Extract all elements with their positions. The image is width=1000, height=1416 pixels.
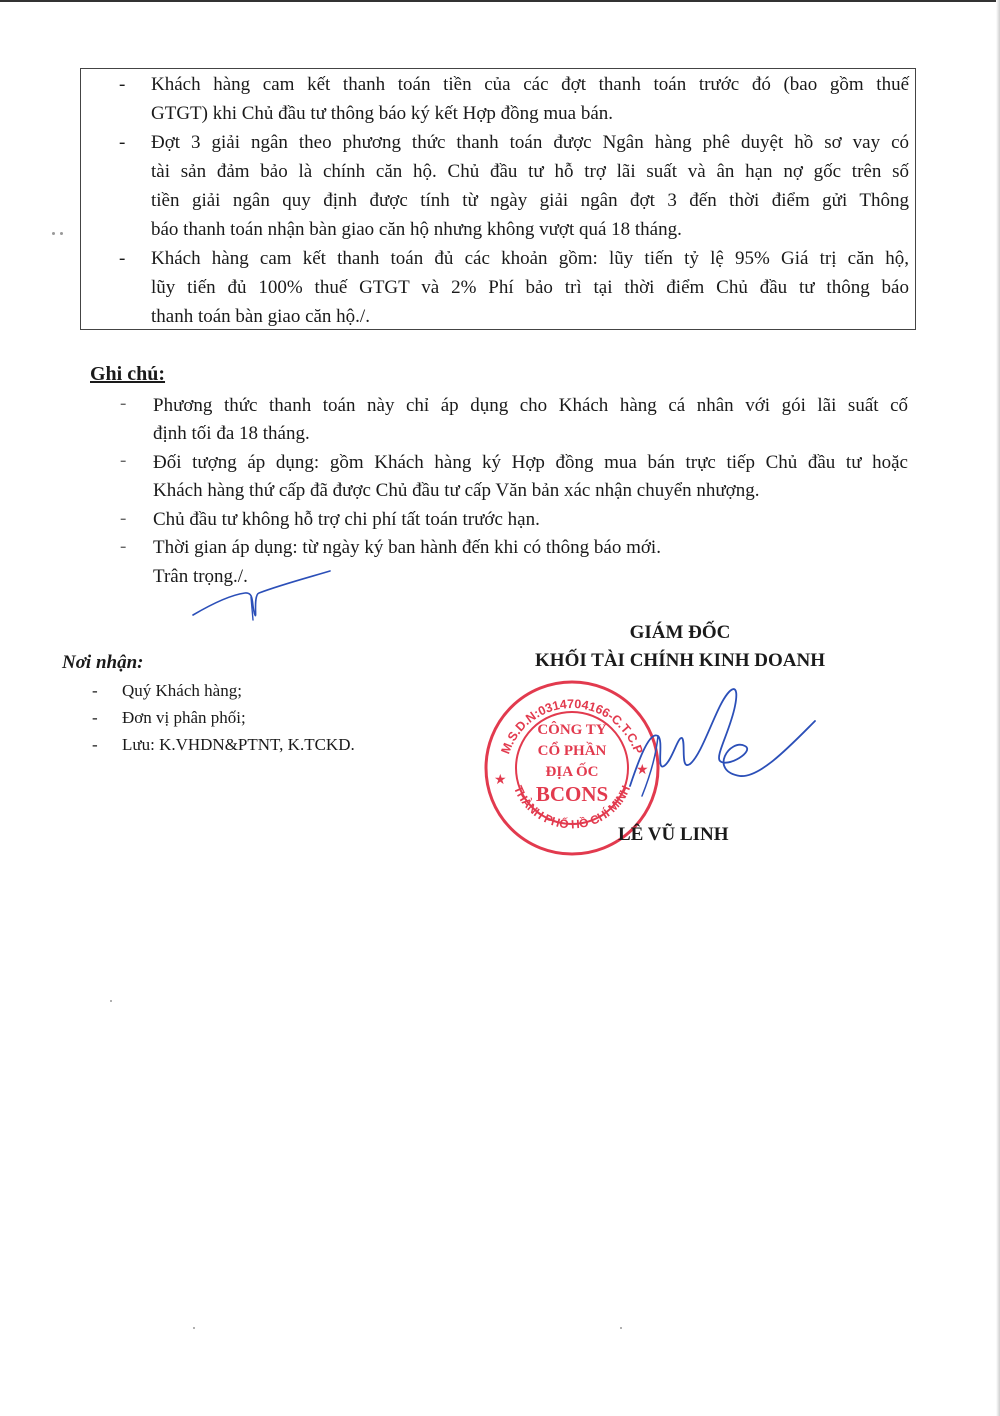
payment-terms-box [80,68,916,330]
signatory-title-line-1: GIÁM ĐỐC [629,622,731,643]
recipient-dash: - [92,708,98,727]
term-2-line-3: tiền giải ngân quy định được tính từ ngày giải ngân đợt 3 đến thời điểm gửi Thông [151,190,909,211]
stamp-center-line-3: ĐỊA ỐC [545,764,599,780]
stamp-center-line-4: BCONS [535,782,609,806]
note-dash: - [120,393,127,414]
scan-speck [52,232,55,235]
scan-speck [110,1000,112,1002]
recipients-heading: Nơi nhận: [62,652,144,673]
note-dash: - [120,508,127,529]
term-dash: - [119,248,126,269]
note-dash: - [120,450,127,471]
note-1-line-1: Phương thức thanh toán này chỉ áp dụng cho Khách hàng cá nhân với gói lãi suất cố [153,395,908,416]
term-2-line-1: Đợt 3 giải ngân theo phương thức thanh toán được Ngân hàng phê duyệt hồ sơ vay có [151,132,909,153]
recipient-item: Quý Khách hàng; [122,681,242,700]
recipient-item: Lưu: K.VHDN&PTNT, K.TCKD. [122,735,355,754]
signatory-name: LÊ VŨ LINH [618,824,729,845]
scan-speck [620,1327,622,1329]
term-1-line-1: Khách hàng cam kết thanh toán tiền của các đợt thanh toán trước đó (bao gồm thuế [151,74,909,95]
note-1-line-2: định tối đa 18 tháng. [153,423,310,444]
stamp-star-icon: ★ [636,763,649,778]
scan-speck [60,232,63,235]
stamp-star-icon: ★ [494,773,507,788]
page-right-edge-shadow [996,0,1000,1416]
page-top-edge [0,0,1000,2]
signatory-title-line-2: KHỐI TÀI CHÍNH KINH DOANH [535,650,825,671]
term-2-line-4: báo thanh toán nhận bàn giao căn hộ nhưng không vượt quá 18 tháng. [151,219,682,240]
term-3-line-2: lũy tiến đủ 100% thuế GTGT và 2% Phí bảo trì tại thời điểm Chủ đầu tư thông báo [151,277,909,298]
recipient-dash: - [92,735,98,754]
note-2-line-2: Khách hàng thứ cấp đã được Chủ đầu tư cấp Văn bản xác nhận chuyển nhượng. [153,480,760,501]
initial-signature [185,565,335,625]
term-1-line-2: GTGT) khi Chủ đầu tư thông báo ký kết Hợp đồng mua bán. [151,103,614,124]
scan-speck [193,1327,195,1329]
note-dash: - [120,536,127,557]
term-dash: - [119,132,126,153]
stamp-ring-top-text: M.S.D.N:0314704166-C.T.C.P [498,696,646,756]
note-3-line-1: Chủ đầu tư không hỗ trợ chi phí tất toán trước hạn. [153,509,540,530]
recipient-item: Đơn vị phân phối; [122,708,246,727]
notes-heading: Ghi chú: [90,363,166,385]
note-4-line-1: Thời gian áp dụng: từ ngày ký ban hành đến khi có thông báo mới. [153,537,661,558]
term-dash: - [119,74,126,95]
recipient-dash: - [92,681,98,700]
term-3-line-1: Khách hàng cam kết thanh toán đủ các khoản gồm: lũy tiến tỷ lệ 95% Giá trị căn hộ, [151,248,909,269]
stamp-center-line-1: CÔNG TY [537,722,607,738]
stamp-ring-bottom-text: THÀNH PHỐ HỒ CHÍ MINH [510,783,634,832]
stamp-center-line-2: CỔ PHẦN [537,743,607,759]
note-2-line-1: Đối tượng áp dụng: gồm Khách hàng ký Hợp đồng mua bán trực tiếp Chủ đầu tư hoặc [153,452,908,473]
term-3-line-3: thanh toán bàn giao căn hộ./. [151,306,370,327]
term-2-line-2: tài sản đảm bảo là chính căn hộ. Chủ đầu tư hỗ trợ lãi suất và ân hạn nợ gốc trên số [151,161,909,182]
director-signature [620,676,820,806]
closing-regards: Trân trọng./. [153,566,248,587]
